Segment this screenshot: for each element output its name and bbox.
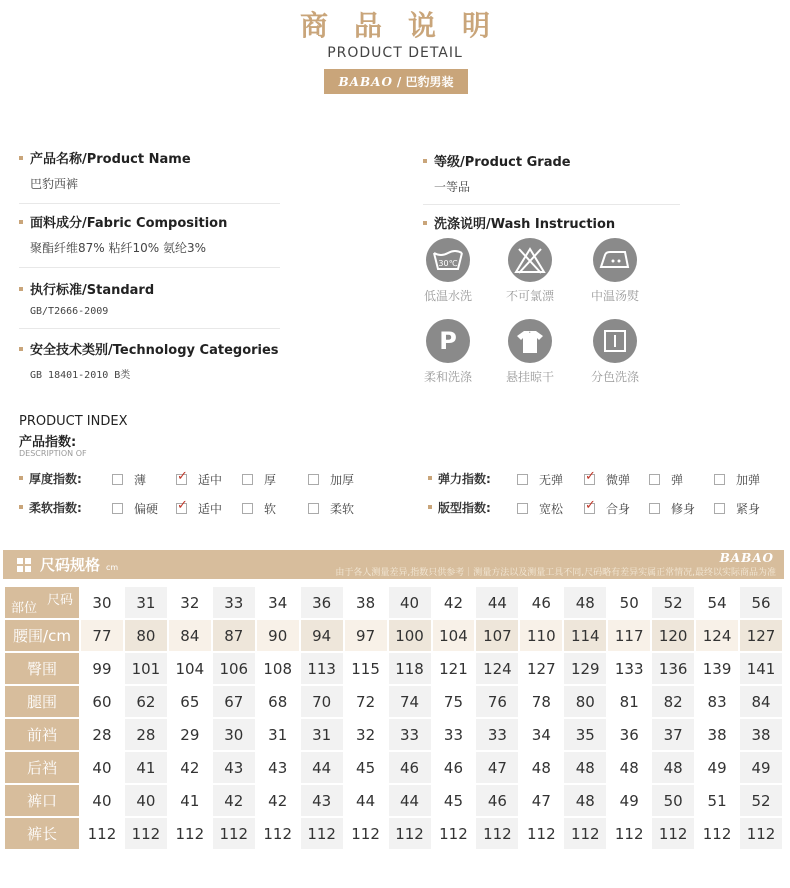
size-cell: 67: [213, 686, 255, 717]
size-row: [5, 785, 782, 816]
wash-field: [423, 213, 615, 232]
size-row-header: 裤长: [5, 818, 79, 849]
size-cell: 49: [707, 758, 727, 777]
size-row: [5, 818, 782, 849]
size-cell: 45: [443, 791, 464, 810]
size-row: [5, 686, 782, 717]
size-cell: 44: [389, 785, 431, 816]
checkbox[interactable]: [112, 474, 123, 485]
size-cell: 129: [564, 653, 606, 684]
standard-field: [19, 279, 154, 317]
size-cell: 68: [268, 692, 288, 711]
size-col-header: 56: [740, 587, 782, 618]
size-col-header: 36: [301, 587, 343, 618]
grade-label: 等级/Product Grade: [423, 151, 571, 170]
size-cell: 112: [476, 818, 518, 849]
size-cell: 46: [389, 752, 431, 783]
index-option[interactable]: 偏硬: [112, 500, 158, 517]
size-col-header: 42: [443, 593, 464, 612]
fit-index-row: [428, 499, 788, 515]
index-option[interactable]: 软: [242, 500, 276, 517]
professional-clean-icon: [426, 319, 470, 363]
tech-value: GB 18401-2010 B类: [30, 370, 131, 381]
size-col-header: 44: [476, 587, 518, 618]
checkbox[interactable]: [517, 503, 528, 514]
checkbox-checked[interactable]: [584, 503, 595, 514]
size-cell: 31: [268, 725, 288, 744]
size-cell: 46: [476, 785, 518, 816]
size-col-header: 48: [564, 587, 606, 618]
size-chart-header: [3, 550, 784, 579]
size-cell: 28: [92, 725, 112, 744]
size-cell: 33: [476, 719, 518, 750]
size-cell: 34: [531, 725, 551, 744]
size-cell: 124: [696, 620, 738, 651]
size-cell: 47: [476, 752, 518, 783]
size-cell: 110: [520, 620, 562, 651]
index-option[interactable]: ✓ 适中: [176, 471, 222, 488]
checkbox[interactable]: [714, 474, 725, 485]
checkbox[interactable]: [112, 503, 123, 514]
thickness-index-row: [19, 470, 399, 486]
index-option[interactable]: 加厚: [308, 471, 354, 488]
wash-caption: 柔和洗涤: [423, 370, 472, 384]
grade-field: [423, 151, 571, 195]
size-cell: 80: [564, 686, 606, 717]
index-label: 柔软指数:: [19, 499, 111, 516]
size-cell: 33: [443, 725, 464, 744]
brand-logo: BABAO: [338, 74, 393, 89]
size-cell: 112: [564, 818, 606, 849]
product-name-label: 产品名称/Product Name: [19, 148, 191, 167]
checkbox[interactable]: [308, 503, 319, 514]
divider: [19, 203, 280, 204]
size-cell: 43: [213, 752, 255, 783]
size-cell: 48: [652, 752, 694, 783]
wash-item: [580, 238, 650, 304]
separate-wash-icon: [593, 319, 637, 363]
size-cell: 112: [389, 818, 431, 849]
size-cell: 99: [92, 659, 112, 678]
size-cell: 40: [92, 758, 112, 777]
size-cell: 108: [263, 659, 293, 678]
size-cell: 31: [301, 719, 343, 750]
size-col-header: 54: [707, 593, 727, 612]
product-index-subtitle: DESCRIPTION OF: [19, 449, 87, 458]
size-col-header: 32: [180, 593, 200, 612]
index-option[interactable]: 宽松: [517, 500, 563, 517]
size-row-header: 腰围/cm: [5, 620, 79, 651]
size-chart-unit: cm: [106, 562, 119, 572]
no-bleach-icon: [508, 238, 552, 282]
size-header-row: [5, 587, 782, 618]
brand-badge: [324, 69, 468, 94]
size-cell: 50: [652, 785, 694, 816]
standard-label: 执行标准/Standard: [19, 279, 154, 298]
size-cell: 90: [257, 620, 299, 651]
wash-temp-text: 30℃: [438, 259, 458, 268]
size-row-header: 前裆: [5, 719, 79, 750]
checkbox-checked[interactable]: [584, 474, 595, 485]
size-row: [5, 620, 782, 651]
fabric-value: 聚酯纤维87% 粘纤10% 氨纶3%: [30, 241, 207, 255]
divider: [19, 267, 280, 268]
grade-value: 一等品: [434, 180, 471, 194]
size-cell: 49: [619, 791, 639, 810]
size-cell: 84: [740, 686, 782, 717]
index-option[interactable]: 弹: [649, 471, 683, 488]
index-label: 弹力指数:: [428, 470, 520, 487]
hang-dry-mark: ?: [527, 326, 533, 335]
size-cell: 112: [652, 818, 694, 849]
size-cell: 84: [169, 620, 211, 651]
hang-dry-icon: [508, 319, 552, 363]
size-cell: 117: [608, 620, 650, 651]
wash-caption: 中温汤熨: [590, 289, 639, 303]
softness-index-row: [19, 499, 399, 515]
size-cell: 120: [652, 620, 694, 651]
size-cell: 46: [443, 758, 464, 777]
size-row-header: 腿围: [5, 686, 79, 717]
size-cell: 76: [476, 686, 518, 717]
wash-30-icon: [426, 238, 470, 282]
size-row: [5, 653, 782, 684]
size-cell: 113: [301, 653, 343, 684]
wash-caption: 低温水洗: [423, 289, 472, 303]
size-cell: 115: [351, 659, 380, 678]
size-cell: 62: [125, 686, 167, 717]
size-cell: 43: [301, 785, 343, 816]
size-cell: 49: [740, 752, 782, 783]
size-cell: 40: [125, 785, 167, 816]
size-cell: 104: [433, 620, 475, 651]
grid-icon: [17, 558, 31, 572]
size-cell: 47: [531, 791, 551, 810]
wash-label: 洗涤说明/Wash Instruction: [423, 213, 615, 232]
size-cell: 52: [740, 785, 782, 816]
wash-caption: 悬挂晾干: [505, 370, 554, 384]
size-cell: 32: [356, 725, 376, 744]
size-cell: 112: [740, 818, 782, 849]
checkbox[interactable]: [308, 474, 319, 485]
size-cell: 136: [652, 653, 694, 684]
size-cell: 51: [707, 791, 727, 810]
size-cell: 82: [652, 686, 694, 717]
size-col-header: 50: [619, 593, 639, 612]
size-cell: 94: [301, 620, 343, 651]
size-cell: 83: [707, 692, 727, 711]
divider: [19, 328, 280, 329]
size-cell: 43: [268, 758, 288, 777]
checkbox-checked[interactable]: [176, 474, 187, 485]
index-option[interactable]: 紧身: [714, 500, 760, 517]
size-cell: 114: [564, 620, 606, 651]
size-cell: 48: [564, 752, 606, 783]
size-row-header: 裤口: [5, 785, 79, 816]
checkbox[interactable]: [714, 503, 725, 514]
size-cell: 100: [389, 620, 431, 651]
index-option[interactable]: ✓ 微弹: [584, 471, 630, 488]
size-row-header: 后裆: [5, 752, 79, 783]
size-col-header: 52: [652, 587, 694, 618]
checkbox[interactable]: [649, 503, 660, 514]
size-cell: 112: [527, 824, 556, 843]
size-cell: 112: [213, 818, 255, 849]
size-cell: 112: [263, 824, 293, 843]
size-cell: 41: [125, 752, 167, 783]
size-col-header: 38: [356, 593, 376, 612]
size-chart-note: 由于各人测量差异,指数只供参考｜测量方法以及测量工具不同,尺码略有差异实属正常情况,最终以实际商品为准: [335, 568, 776, 578]
iron-medium-icon: [593, 238, 637, 282]
size-cell: 29: [180, 725, 200, 744]
size-cell: 112: [351, 824, 380, 843]
size-row-header: 臀围: [5, 653, 79, 684]
size-row: [5, 719, 782, 750]
size-cell: 28: [125, 719, 167, 750]
size-cell: 48: [531, 758, 551, 777]
index-option[interactable]: ✓ 合身: [584, 500, 630, 517]
clean-letter: P: [439, 327, 457, 355]
size-cell: 33: [389, 719, 431, 750]
wash-caption: 分色洗涤: [590, 370, 639, 384]
size-cell: 45: [356, 758, 376, 777]
elasticity-index-row: [428, 470, 788, 486]
size-cell: 35: [564, 719, 606, 750]
size-cell: 133: [614, 659, 644, 678]
size-cell: 48: [564, 785, 606, 816]
product-index-title: PRODUCT INDEX: [19, 414, 128, 429]
size-cell: 74: [389, 686, 431, 717]
size-cell: 127: [527, 659, 556, 678]
size-cell: 77: [81, 620, 123, 651]
size-cell: 112: [439, 824, 468, 843]
product-name-value: 巴豹西裤: [30, 177, 79, 191]
size-cell: 97: [345, 620, 387, 651]
size-cell: 106: [213, 653, 255, 684]
product-name-field: [19, 148, 191, 192]
size-col-header: 46: [531, 593, 551, 612]
size-col-header: 33: [213, 587, 255, 618]
size-cell: 112: [614, 824, 644, 843]
size-cell: 124: [476, 653, 518, 684]
size-cell: 75: [443, 692, 464, 711]
wash-item: [495, 319, 565, 385]
size-cell: 87: [213, 620, 255, 651]
wash-item: [580, 319, 650, 385]
size-col-header: 40: [389, 587, 431, 618]
size-cell: 60: [92, 692, 112, 711]
size-cell: 44: [301, 752, 343, 783]
index-option[interactable]: 柔软: [308, 500, 354, 517]
tech-field: [19, 339, 279, 381]
fabric-field: [19, 212, 227, 256]
index-option[interactable]: 无弹: [517, 471, 563, 488]
size-cell: 81: [619, 692, 639, 711]
checkbox[interactable]: [649, 474, 660, 485]
wash-caption: 不可氯漂: [505, 289, 554, 303]
fabric-label: 面料成分/Fabric Composition: [19, 212, 227, 231]
index-label: 厚度指数:: [19, 470, 111, 487]
index-option[interactable]: 加弹: [714, 471, 760, 488]
size-cell: 65: [180, 692, 200, 711]
size-cell: 30: [213, 719, 255, 750]
size-cell: 72: [356, 692, 376, 711]
product-index-title-cn: 产品指数:: [19, 435, 77, 450]
checkbox-checked[interactable]: [176, 503, 187, 514]
size-cell: 127: [740, 620, 782, 651]
size-chart-title: 尺码规格: [40, 556, 101, 574]
size-table-body: [5, 620, 782, 849]
page-subtitle: PRODUCT DETAIL: [327, 45, 463, 61]
index-label: 版型指数:: [428, 499, 520, 516]
size-cell: 70: [301, 686, 343, 717]
size-cell: 139: [702, 659, 732, 678]
size-cell: 112: [301, 818, 343, 849]
size-cell: 36: [619, 725, 639, 744]
checkbox[interactable]: [517, 474, 528, 485]
size-cell: 41: [180, 791, 200, 810]
size-cell: 48: [619, 758, 639, 777]
size-cell: 37: [652, 719, 694, 750]
checkbox[interactable]: [242, 474, 253, 485]
size-cell: 42: [180, 758, 200, 777]
size-cell: 38: [707, 725, 727, 744]
size-cell: 44: [356, 791, 376, 810]
size-col-header: 34: [268, 593, 288, 612]
size-cell: 78: [531, 692, 551, 711]
size-cell: 121: [439, 659, 468, 678]
brand-logo: BABAO: [719, 551, 774, 565]
wash-item: [413, 319, 483, 385]
size-cell: 141: [740, 653, 782, 684]
brand-name: / 巴豹男装: [396, 75, 454, 89]
size-cell: 101: [125, 653, 167, 684]
size-cell: 38: [740, 719, 782, 750]
size-cell: 104: [175, 659, 205, 678]
size-table: [3, 585, 784, 851]
divider: [423, 204, 680, 205]
index-option[interactable]: 薄: [112, 471, 146, 488]
size-cell: 112: [175, 824, 205, 843]
wash-item: [495, 238, 565, 304]
size-corner-cell: 尺码 部位: [5, 587, 79, 618]
size-cell: 118: [389, 653, 431, 684]
index-option[interactable]: 修身: [649, 500, 695, 517]
standard-value: GB/T2666-2009: [30, 306, 109, 317]
index-option[interactable]: 厚: [242, 471, 276, 488]
tech-label: 安全技术类别/Technology Categories: [19, 339, 279, 358]
size-cell: 112: [125, 818, 167, 849]
size-cell: 40: [92, 791, 112, 810]
size-cell: 107: [476, 620, 518, 651]
size-row: [5, 752, 782, 783]
size-cell: 42: [268, 791, 288, 810]
size-cell: 112: [702, 824, 732, 843]
wash-item: [413, 238, 483, 304]
size-cell: 42: [213, 785, 255, 816]
size-cell: 112: [87, 824, 117, 843]
page-title: 商品说明: [299, 9, 516, 42]
index-option[interactable]: ✓ 适中: [176, 500, 222, 517]
size-col-header: 31: [125, 587, 167, 618]
size-cell: 80: [125, 620, 167, 651]
size-col-header: 30: [92, 593, 112, 612]
checkbox[interactable]: [242, 503, 253, 514]
